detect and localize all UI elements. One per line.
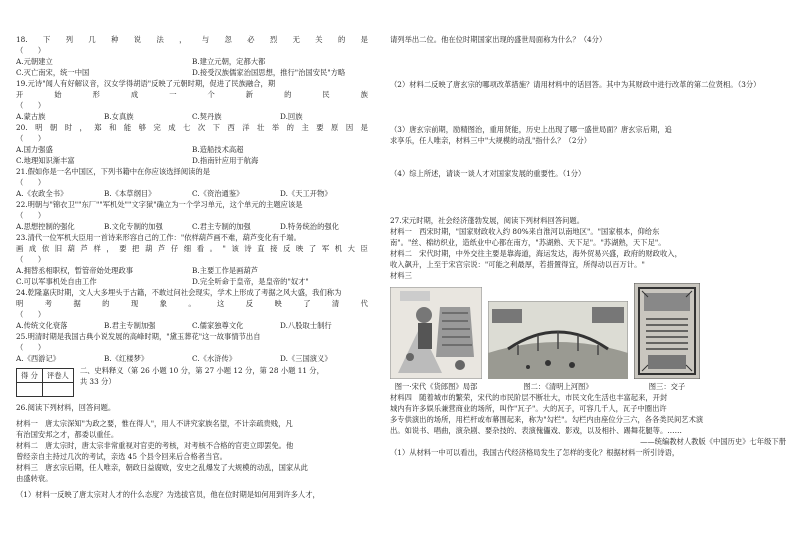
q23-stem2-char: 接 xyxy=(270,244,278,253)
q23-stem2-char: " xyxy=(222,244,226,253)
q26-r3-line1: （3）唐玄宗前期，励精图治，重用贤能，历史上出现了哪一盛世局面？唐玄宗后期，追 xyxy=(390,125,672,134)
q23-stem2-char: 看 xyxy=(196,244,204,253)
q23-option-c: C.可以军事机处自由工作 xyxy=(16,277,97,286)
q20-stem-char: 郑 xyxy=(94,123,102,132)
q21-paren: （ ） xyxy=(16,178,46,187)
q22-option-b: B.文化专制的加强 xyxy=(104,222,163,231)
q19-stem2-char: 始 xyxy=(54,90,62,99)
q18-stem-char: 必 xyxy=(247,35,255,44)
q20-stem-char: 下 xyxy=(212,123,220,132)
right-column xyxy=(390,34,786,458)
q23-stem2-char: 反 xyxy=(283,244,291,253)
q23-paren: （ ） xyxy=(16,255,46,264)
section2-header xyxy=(16,364,368,397)
q27-intro: 27.宋元时期，社会经济蓬勃发展，阅读下列材料回答问题。 xyxy=(390,216,585,225)
q20-stem-char: 和 xyxy=(109,123,117,132)
q24-stem2-char: 考 xyxy=(44,299,53,308)
q27-figures xyxy=(390,283,786,392)
q23-stem2-char: 军 xyxy=(321,244,330,253)
q19-options xyxy=(16,111,368,122)
q20-stem-char: ， xyxy=(79,123,87,132)
q24-stem2-char: 。 xyxy=(188,299,196,308)
q23-stem2-char: 依 xyxy=(41,244,50,253)
q27-material4-line3: 多专供演出的场所，用栏杆或布幕围起来，称为"勾栏"。勾栏内由座位分三六，各各类民间艺术演 xyxy=(390,415,704,424)
figure-2 xyxy=(488,301,628,392)
q19-option-d: D.回族 xyxy=(280,112,303,121)
q27-material1-line1: 材料一 西宋时期，"国家财政收入约 80%来自淮河以南地区"。"国家根本，仰给东 xyxy=(390,227,660,236)
q19-stem2-char: 民 xyxy=(322,90,330,99)
q18-stem-char: ， xyxy=(179,35,187,44)
left-column xyxy=(16,34,368,500)
q27-material3-label: 材料三 xyxy=(390,271,412,280)
q23-stem2-char: 芦 xyxy=(157,244,166,253)
q23-stem2-char: 画 xyxy=(16,244,24,253)
q18-options-cd xyxy=(16,67,368,78)
q24-options xyxy=(16,320,368,331)
q20-stem-char: 20. xyxy=(16,123,28,132)
q22-option-c: C.君主专制的加强 xyxy=(192,222,251,231)
q26-material3-line2: 由盛转衰。 xyxy=(16,474,53,483)
q20-stem-char: 时 xyxy=(64,123,72,132)
q24-option-d: D.八股取士制行 xyxy=(280,321,332,330)
q20-option-d: D.指南针应用于航海 xyxy=(192,156,259,165)
q23-stem2-char: ， xyxy=(106,244,114,253)
q24-option-b: B.君主专制加强 xyxy=(104,321,156,330)
score-table xyxy=(16,368,74,397)
q25-paren: （ ） xyxy=(16,343,46,352)
q23-option-d: D.完全听命于皇帝，是皇帝的"奴才" xyxy=(192,277,309,286)
q20-stem xyxy=(16,122,368,133)
figure-3-caption: 图三：交子 xyxy=(648,382,686,391)
q26-material1-line2: 有治国安邦之才，都委以重任。 xyxy=(16,430,119,439)
q24-stem2-char: 的 xyxy=(102,299,110,308)
q23-stem2-char: 葫 xyxy=(67,244,75,253)
q20-stem-char: 明 xyxy=(35,123,43,132)
q23-stem2-char: 葫 xyxy=(145,244,153,253)
q25-option-c: C.《水浒传》 xyxy=(192,354,237,363)
q23-stem2-char: 样 xyxy=(93,244,101,253)
q27-material2-line2: 收入飙升，上至于宋宫宗说："可能之利最厚，若措置得宜，所得动以百万计。" xyxy=(390,260,645,269)
q21-option-a: A.《农政全书》 xyxy=(16,189,68,198)
q23-options-ab xyxy=(16,265,368,276)
q20-stem-char: 西 xyxy=(227,123,235,132)
q27-material2-line1: 材料二 宋代时期，中外交往主要是靠海道，海运发达，海外贸易兴盛，政府的财政收入， xyxy=(390,249,682,258)
q25-line1: 25.明清时期是我国古典小说发展的高峰时期，"黛玉葬花"这一故事情节出自 xyxy=(16,332,261,341)
q23-stem2-char: 大 xyxy=(347,244,355,253)
q27-material4-line2: 城内有许多娱乐兼营商业的场所，叫作"瓦子"。大的瓦子，可容几千人，瓦子中圈出许 xyxy=(390,404,667,413)
q26-material1-line1: 材料一 唐太宗深知"为政之要，惟在得人"，用人不讲究家族名望，不计亲疏贵贱，凡 xyxy=(16,419,293,428)
q24-stem2-char: 清 xyxy=(331,299,340,308)
q18-stem-char: 与 xyxy=(201,35,210,44)
q26-r3-line2: 求享乐，任人唯亲，材料三中"大规模的动乱"指什么？（2分） xyxy=(390,136,592,145)
q23-stem2-char: 映 xyxy=(296,244,304,253)
q23-option-a: A.拥替丞相职权，暂管帝始处理政事 xyxy=(16,266,134,275)
q23-stem2-char: 要 xyxy=(119,244,127,253)
q18-paren: （ ） xyxy=(16,46,46,55)
q23-stem2-char: 旧 xyxy=(54,244,63,253)
q23-stem2-char: 该 xyxy=(231,244,239,253)
q21-options xyxy=(16,188,368,199)
q20-stem-char: 次 xyxy=(197,123,206,132)
q19-stem2-char: 个 xyxy=(207,90,215,99)
q20-stem-char: 成 xyxy=(168,123,176,132)
q18-stem-char: 种 xyxy=(111,35,119,44)
q18-stem-char: 关 xyxy=(315,35,323,44)
q18-stem-char: 的 xyxy=(337,35,346,44)
q18-stem-char: 18. xyxy=(16,35,28,44)
q18-stem-char: 无 xyxy=(292,35,300,44)
q27-material1-line2: 南"。"丝、棉纺织业，造纸业中心都在南方，"苏湖熟、天下足"。"苏湖熟，天下足"。 xyxy=(390,238,666,247)
q18-stem-char: 法 xyxy=(156,35,164,44)
q18-stem-char: 忽 xyxy=(224,35,232,44)
q19-option-c: C.契丹族 xyxy=(192,112,222,121)
q24-stem2-char: 反 xyxy=(245,299,254,308)
q18-option-c: C.灭亡南宋，统一中国 xyxy=(16,68,90,77)
q24-option-a: A.传统文化衰落 xyxy=(16,321,68,330)
q24-stem2-char: 映 xyxy=(274,299,282,308)
q21-option-b: B.《本草纲目》 xyxy=(104,189,156,198)
q22-options xyxy=(16,221,368,232)
q24-stem2-char: 现 xyxy=(130,299,139,308)
q20-stem-char: 因 xyxy=(345,123,354,132)
q26-sub1: （1）材料一反映了唐太宗对人才的什么态度？为选拔官员，他在位时期是如何用到许多人才， xyxy=(16,490,320,499)
q21-line1: 21.假如你是一名中国区，下列书籍中在你应该选择阅读的是 xyxy=(16,167,211,176)
q23-line1: 23.清代一位军机大臣用一首诗来形容自己的工作："依样葫芦画不难，葫芦变化有千端。 xyxy=(16,233,301,242)
grader-cell[interactable] xyxy=(42,383,73,397)
q24-stem2-char: 明 xyxy=(16,299,24,308)
score-label: 得 分 xyxy=(17,369,43,383)
q19-option-a: A.蒙古族 xyxy=(16,112,46,121)
section2-title-line1: 二、史料释义（第 26 小题 10 分，第 27 小题 12 分，第 28 小题 11 分， xyxy=(79,366,324,375)
q25-option-b: B.《红楼梦》 xyxy=(104,354,149,363)
q26-r4: （4）综上所述，请谈一谈人才对国家发展的重要性。（1分） xyxy=(390,169,586,178)
q25-option-a: A.《西游记》 xyxy=(16,354,61,363)
q19-stem2-char: 一 xyxy=(169,90,177,99)
q18-stem-char: 烈 xyxy=(269,35,278,44)
q26-intro: 26.阅读下列材料，回答问题。 xyxy=(16,403,116,412)
q20-options-cd xyxy=(16,155,368,166)
q23-stem2-char: 了 xyxy=(308,244,317,253)
q25-option-d: D.《三国演义》 xyxy=(280,354,332,363)
q24-stem2 xyxy=(16,298,368,309)
q23-option-b: B.主要工作是画葫芦 xyxy=(192,266,259,275)
q20-stem-char: 原 xyxy=(331,123,339,132)
q27-material4-line1: 材料四 随着城市的繁荣，宋代的市民阶层不断壮大，市民文化生活也丰富起来，开封 xyxy=(390,393,668,402)
q20-stem-char: 的 xyxy=(286,123,294,132)
q20-paren: （ ） xyxy=(16,134,46,143)
q19-stem2-char: 成 xyxy=(130,90,139,99)
qingming-scroll-image xyxy=(488,301,628,379)
q24-stem2-char: 代 xyxy=(360,299,368,308)
q18-stem-char: 列 xyxy=(65,35,73,44)
q26-material2-line1: 材料二 唐太宗时，唐太宗非常重视对官吏的考核，对考核不合格的官吏立即罢免。他 xyxy=(16,441,294,450)
figure-3 xyxy=(634,283,700,392)
section2-title-line2: 共 33 分） xyxy=(79,377,116,386)
q18-stem-char: 几 xyxy=(88,35,96,44)
figure-1-caption: 图一·宋代《货郎图》局部 xyxy=(394,382,478,391)
q20-stem-char: 洋 xyxy=(242,123,250,132)
jiaozi-banknote-image xyxy=(634,283,700,379)
q19-stem2-char: 开 xyxy=(16,90,24,99)
q20-stem-char: 够 xyxy=(138,123,146,132)
q23-stem2-char: 把 xyxy=(132,244,140,253)
q19-line1: 19.元诗"闻人有好解议音，汉女学得胡语"反映了元朝时期，促进了民族融合，期 xyxy=(16,79,276,88)
q24-option-c: C.儒家独尊文化 xyxy=(192,321,244,330)
q20-stem-char: 能 xyxy=(123,123,132,132)
q24-stem2-char: 象 xyxy=(159,299,167,308)
q18-stem-char: 下 xyxy=(43,35,51,44)
figure-1 xyxy=(390,287,482,392)
q23-stem2-char: 诗 xyxy=(244,244,252,253)
q23-stem2-char: 直 xyxy=(257,244,265,253)
q25-options xyxy=(16,353,368,364)
q19-stem2-char: 形 xyxy=(92,90,100,99)
q19-stem2-char: 新 xyxy=(245,90,254,99)
q19-option-b: B.女真族 xyxy=(104,112,134,121)
q23-stem2-char: 仔 xyxy=(170,244,179,253)
q24-paren: （ ） xyxy=(16,310,46,319)
q27-material4-line4: 出。如说书、唱曲，演杂剧、要杂技的、表演傀儡戏、影戏，以及相扑、踢舞花腿等。…… xyxy=(390,426,682,435)
q22-option-a: A.思想控制的强化 xyxy=(16,222,75,231)
q23-stem2-char: 成 xyxy=(28,244,37,253)
figure-2-caption: 图二：《清明上河图》 xyxy=(523,382,593,391)
q18-options-ab xyxy=(16,56,368,67)
q20-option-c: C.地理知识渐丰富 xyxy=(16,156,75,165)
q20-stem-char: 主 xyxy=(301,123,309,132)
q23-stem2-char: 。 xyxy=(209,244,217,253)
q19-stem2-char: 的 xyxy=(284,90,292,99)
q23-stem2 xyxy=(16,243,368,254)
q20-option-a: A.国力强盛 xyxy=(16,145,53,154)
q22-paren: （ ） xyxy=(16,211,46,220)
q24-stem2-char: 这 xyxy=(217,299,225,308)
q23-stem2-char: 芦 xyxy=(80,244,88,253)
q26-material2-line2: 曾经亲自主持过几次的考试，亲选 45 个县令回来后合格者当官。 xyxy=(16,452,227,461)
q20-stem-char: 是 xyxy=(360,123,368,132)
q26-r2: （2）材料二反映了唐玄宗的哪项改革措施？请用材料中的话回答。其中为其财政中进行改革的第二位贤相。（3分） xyxy=(390,80,761,89)
q21-option-c: C.《资治通鉴》 xyxy=(192,189,244,198)
q24-stem2-char: 据 xyxy=(73,299,81,308)
q27-sub1: （1）从材料一中可以看出，我国古代经济格局发生了怎样的变化？根据材料一所引诗语， xyxy=(390,448,680,457)
q27-source: ——统编教材人教版《中国历史》七年级下册 xyxy=(640,437,786,446)
q20-stem-char: 举 xyxy=(271,123,280,132)
q23-stem2-char: 机 xyxy=(334,244,343,253)
q19-paren: （ ） xyxy=(16,101,46,110)
grader-label: 评卷人 xyxy=(42,369,73,383)
q18-option-d: D.接受汉族儒家治国思想，推行"治国安民"方略 xyxy=(192,68,346,77)
q23-stem2-char: 细 xyxy=(183,244,192,253)
q26-r1: 请列举出二位。他在位时期国家出现的盛世局面称为什么？（4分） xyxy=(390,35,607,44)
q21-option-d: D.《天工开物》 xyxy=(280,189,332,198)
q20-option-b: B.造船技术高超 xyxy=(192,145,244,154)
q22-line1: 22.明朝与"锦衣卫""东厂""军机处""文字狱"确立为一个学习单元，这个单元的主题应该是 xyxy=(16,200,303,209)
q24-stem2-char: 了 xyxy=(303,299,311,308)
peddler-painting-image xyxy=(390,287,482,379)
q19-stem2 xyxy=(16,89,368,100)
score-cell[interactable] xyxy=(17,383,43,397)
q20-stem-char: 壮 xyxy=(257,123,265,132)
q20-stem-char: 要 xyxy=(316,123,324,132)
q20-stem-char: 朝 xyxy=(49,123,58,132)
q18-option-a: A.元朝建立 xyxy=(16,57,53,66)
q20-stem-char: 完 xyxy=(153,123,161,132)
q18-stem-char: 是 xyxy=(360,35,368,44)
q18-stem-char: 说 xyxy=(133,35,142,44)
q26-material3-line1: 材料三 唐玄宗后期，任人唯亲，朝政日益腐败，安史之乱爆发了大规模的动乱，国家从此 xyxy=(16,463,308,472)
q20-options-ab xyxy=(16,144,368,155)
q20-stem-char: 七 xyxy=(183,123,191,132)
q24-line1: 24.乾隆嘉庆时期，文人大多埋头于古籍，不敢过问社会现实，学术上形成了考据之风大盛，我们称为 xyxy=(16,288,342,297)
q19-stem2-char: 族 xyxy=(360,90,368,99)
section2-title xyxy=(74,364,324,397)
q23-options-cd xyxy=(16,276,368,287)
q18-stem xyxy=(16,34,368,45)
q22-option-d: D.特务统治的强化 xyxy=(280,222,339,231)
q18-option-b: B.建立元朝，定都大都 xyxy=(192,57,266,66)
q23-stem2-char: 臣 xyxy=(360,244,368,253)
